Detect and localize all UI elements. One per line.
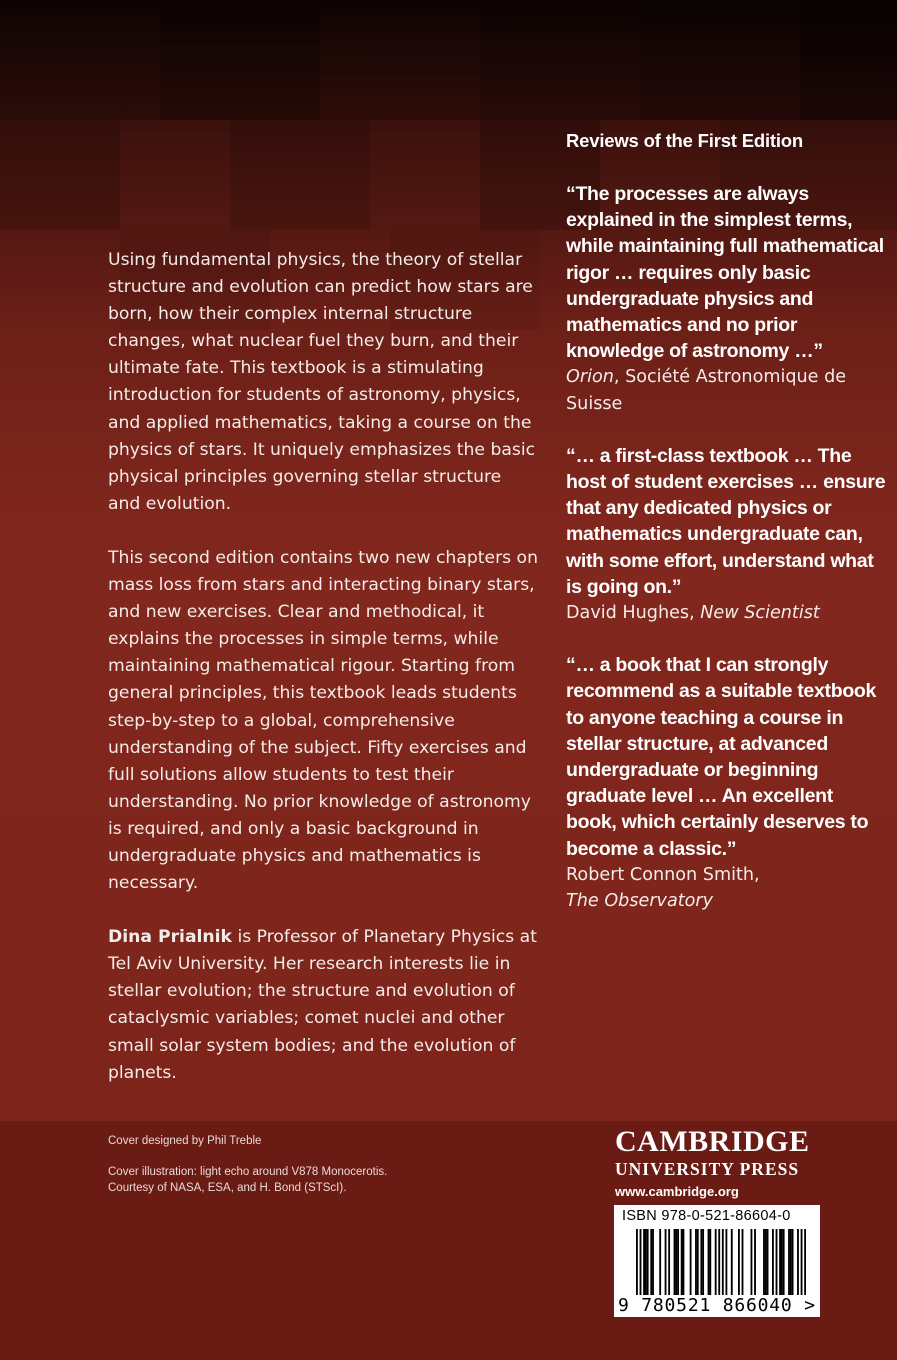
review-quote: “The processes are always explained in the simplest terms, while maintaining full mathematical rigor … requires only basic undergraduate physics and mathematics and no prior knowledge of astronomy …” [566,183,884,363]
barcode-bar [781,1229,783,1295]
barcode-bar-group [636,1229,806,1295]
barcode-bars [636,1229,806,1295]
barcode-bar [765,1229,767,1295]
isbn-barcode [614,1205,820,1317]
illustration-credit [108,1164,387,1197]
review-observatory [566,652,886,914]
publisher-website: www.cambridge.org [615,1184,739,1199]
barcode-bar [702,1229,704,1295]
description-paragraph-1: Using fundamental physics, the theory of stellar structure and evolution can predict how stars are born, how their complex internal structure changes, what nuclear fuel they burn, and their ultimate fate. This textbook is a stimulating introduction for students of astronomy, physics, and applied mathematics, taking a course on the physics of stars. It uniquely emphasizes the basic physical principles governing stellar structure and evolution. [108,250,536,514]
barcode-bar [668,1229,670,1295]
barcode-bar [792,1229,794,1295]
barcode-bar [677,1229,679,1295]
barcode-bar [738,1229,740,1295]
barcode-bar [772,1229,774,1295]
barcode-bar [675,1229,677,1295]
barcode-bar [645,1229,647,1295]
barcode-bar [650,1229,652,1295]
barcode-bar [700,1229,702,1295]
barcode-bar [715,1229,717,1295]
barcode-bar [788,1229,790,1295]
cover-designer-credit: Cover designed by Phil Treble [108,1135,262,1147]
review-quote: “… a book that I can strongly recommend as a suitable textbook to anyone teaching a course in stellar structure, at advanced undergraduate or beginning graduate level … An excellent book, which certainly deserves to become a classic.” [566,654,877,860]
barcode-bar [690,1229,692,1295]
barcode-bar [683,1229,685,1295]
barcode-bar [804,1229,806,1295]
publisher-name: CAMBRIDGE [615,1125,810,1158]
barcode-bar [697,1229,699,1295]
book-description [108,247,538,1087]
author-name: Dina Prialnik [108,927,232,948]
barcode-bar [742,1229,744,1295]
illustration-credit-line-2: Courtesy of NASA, ESA, and H. Bond (STScI). [108,1182,347,1194]
reviews-section [566,128,886,940]
barcode-bar [665,1229,667,1295]
publisher-logo [615,1125,825,1202]
barcode-bar [640,1229,642,1295]
publisher-subtitle: UNIVERSITY PRESS [615,1159,800,1179]
barcode-bar [659,1229,661,1295]
source-publisher: , Société Astronomique de Suisse [566,367,847,414]
review-source-reviewer: Robert Connon Smith, [566,864,760,885]
barcode-bar [636,1229,638,1295]
barcode-number: 9 780521 866040 > [618,1295,816,1316]
source-publication: Orion [566,367,614,388]
barcode-bar [722,1229,724,1295]
barcode-bar [652,1229,654,1295]
barcode-bar [801,1229,803,1295]
barcode-bar [674,1229,676,1295]
barcode-bar [767,1229,769,1295]
description-paragraph-2: This second edition contains two new chapters on mass loss from stars and interacting binary stars, and new exercises. Clear and methodical, it explains the processes in simple terms, while maintaining mathematical rigour. Starting from general principles, this textbook leads students step-by-step to a global, comprehensive understanding of the subject. Fifty exercises and full solutions allow students to test their understanding. No prior knowledge of astronomy is required, and only a basic background in undergraduate physics and mathematics is necessary. [108,547,538,894]
review-source [566,600,886,626]
review-orion [566,181,886,417]
barcode-bar [783,1229,785,1295]
barcode-bar [797,1229,799,1295]
barcode-bar [643,1229,645,1295]
barcode-bar [776,1229,778,1295]
cover-credits [108,1133,387,1197]
barcode-bar [709,1229,711,1295]
author-bio-paragraph [108,924,538,1087]
barcode-bar [647,1229,649,1295]
barcode-bar [718,1229,720,1295]
reviews-heading: Reviews of the First Edition [566,130,803,151]
review-new-scientist [566,443,886,626]
illustration-credit-line-1: Cover illustration: light echo around V878 Monocerotis. [108,1165,388,1178]
barcode-bar [731,1229,733,1295]
author-bio: is Professor of Planetary Physics at Tel Aviv University. Her research interests lie in stellar evolution; the structure and evolution of cataclysmic variables; comet nuclei and other small solar system bodies; and the evolution of planets. [108,927,537,1083]
source-reviewer: David Hughes, [566,603,701,624]
review-quote: “… a first-class textbook … The host of student exercises … ensure that any dedicated physics or mathematics undergraduate can, with some effort, understand what is going on.” [566,444,886,598]
barcode-bar [779,1229,781,1295]
barcode-bar [790,1229,792,1295]
isbn-label: ISBN 978-0-521-86604-0 [622,1208,791,1224]
review-source [566,364,886,416]
barcode-bar [754,1229,756,1295]
barcode-bar [763,1229,765,1295]
barcode-bar [725,1229,727,1295]
barcode-bar [751,1229,753,1295]
source-publication: New Scientist [700,603,820,624]
barcode-bar [681,1229,683,1295]
barcode-bar [695,1229,697,1295]
review-source-publication: The Observatory [566,891,714,912]
barcode-bar [708,1229,710,1295]
